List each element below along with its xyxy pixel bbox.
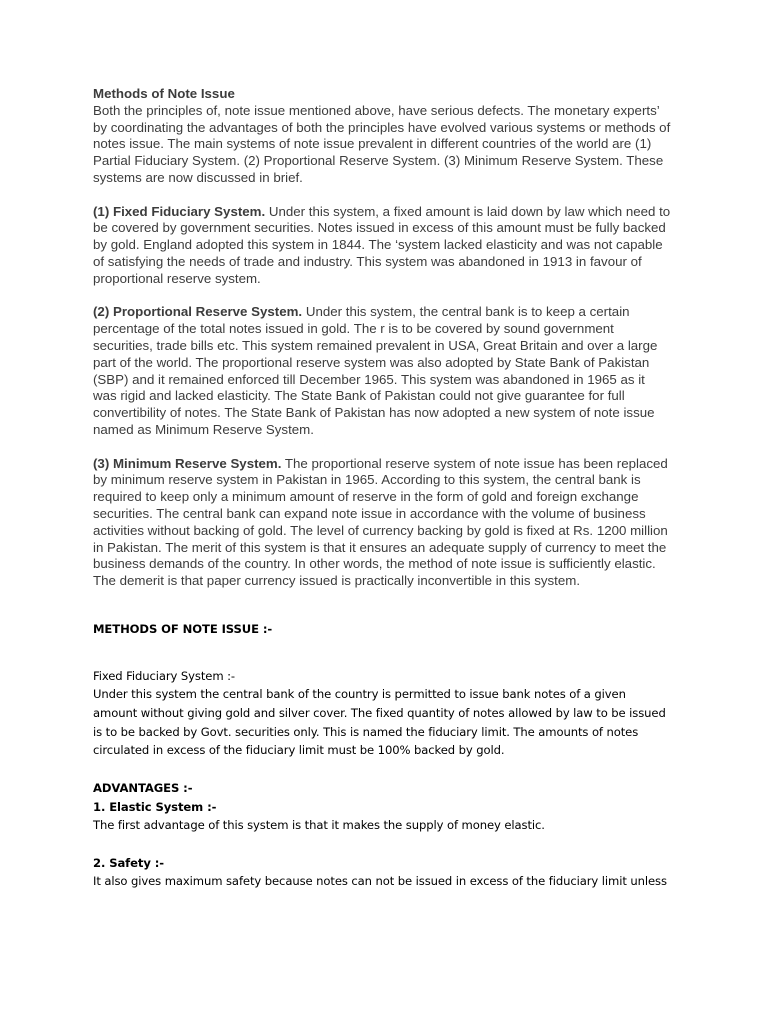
advantage-heading <box>93 854 672 873</box>
intro-text: Both the principles of, note issue mentioned above, have serious defects. The monetary experts’ by coordinating the advantages of both the principles have evolved various systems or methods of notes issue. The main systems of note issue prevalent in different countries of the world are (1) Partial Fiduciary System. (2) Proportional Reserve System. (3) Minimum Reserve System. These systems are now discussed in brief. <box>93 102 671 185</box>
intro-paragraph <box>93 86 672 187</box>
fixed-fiduciary-paragraph <box>93 204 672 288</box>
advantage-heading <box>93 798 672 817</box>
proportional-reserve-paragraph <box>93 304 672 438</box>
advantages-title-text: ADVANTAGES :- <box>93 780 193 795</box>
spacer <box>93 760 672 779</box>
spacer <box>93 639 672 667</box>
advantage-heading-text: 1. Elastic System :- <box>93 799 217 814</box>
item-heading: (2) Proportional Reserve System. <box>93 304 303 320</box>
caps-title <box>93 620 672 639</box>
caps-title-text: METHODS OF NOTE ISSUE :- <box>93 621 273 636</box>
advantages-title <box>93 779 672 798</box>
advantage-text: The first advantage of this system is that it makes the supply of money elastic. <box>93 818 545 833</box>
item-heading: (1) Fixed Fiduciary System. <box>93 203 266 219</box>
subtitle: Fixed Fiduciary System :- <box>93 668 236 683</box>
item-heading: (3) Minimum Reserve System. <box>93 455 282 471</box>
advantage-heading-text: 2. Safety :- <box>93 855 164 870</box>
item-text: Under this system, the central bank is to keep a certain percentage of the total notes issued in gold. The r is to be covered by sound government securities, trade bills etc. This system remained prevalent in USA, Great Britain and over a large part of the world. The proportional reserve system was also adopted by State Bank of Pakistan (SBP) and it remained enforced till December 1965. This system was abandoned in 1965 as it was rigid and lacked elasticity. The State Bank of Pakistan could not give guarantee for full convertibility of notes. The State Bank of Pakistan has now adopted a new system of note issue named as Minimum Reserve System. <box>93 304 658 437</box>
section-methods-caps <box>93 620 672 891</box>
minimum-reserve-paragraph <box>93 456 672 590</box>
body-paragraph: Under this system the central bank of the country is permitted to issue bank notes of a given amount without giving gold and silver cover. The fixed quantity of notes allowed by law to be issued is to be backed by Govt. securities only. This is named the fiduciary limit. The amounts of notes circulated in excess of the fiduciary limit must be 100% backed by gold. <box>93 687 666 758</box>
item-text: Under this system, a fixed amount is laid down by law which need to be covered by government securities. Notes issued in excess of this amount must be fully backed by gold. England adopted this system in 1844. The ‘system lacked elasticity and was not capable of satisfying the needs of trade and industry. This system was abandoned in 1913 in favour of proportional reserve system. <box>93 203 671 286</box>
advantage-text: It also gives maximum safety because notes can not be issued in excess of the fiduciary limit unless <box>93 874 667 889</box>
section-methods-of-note-issue <box>93 86 672 590</box>
item-text: The proportional reserve system of note issue has been replaced by minimum reserve system in Pakistan in 1965. According to this system, the central bank is required to keep only a minimum amount of reserve in the form of gold and foreign exchange securities. The central bank can expand note issue in accordance with the volume of business activities without backing of gold. The level of currency backing by gold is fixed at Rs. 1200 million in Pakistan. The merit of this system is that it ensures an adequate supply of currency to meet the business demands of the country. In other words, the method of note issue is sufficiently elastic. The demerit is that paper currency issued is practically inconvertible in this system. <box>93 455 668 589</box>
spacer <box>93 835 672 854</box>
section-title: Methods of Note Issue <box>93 86 235 101</box>
